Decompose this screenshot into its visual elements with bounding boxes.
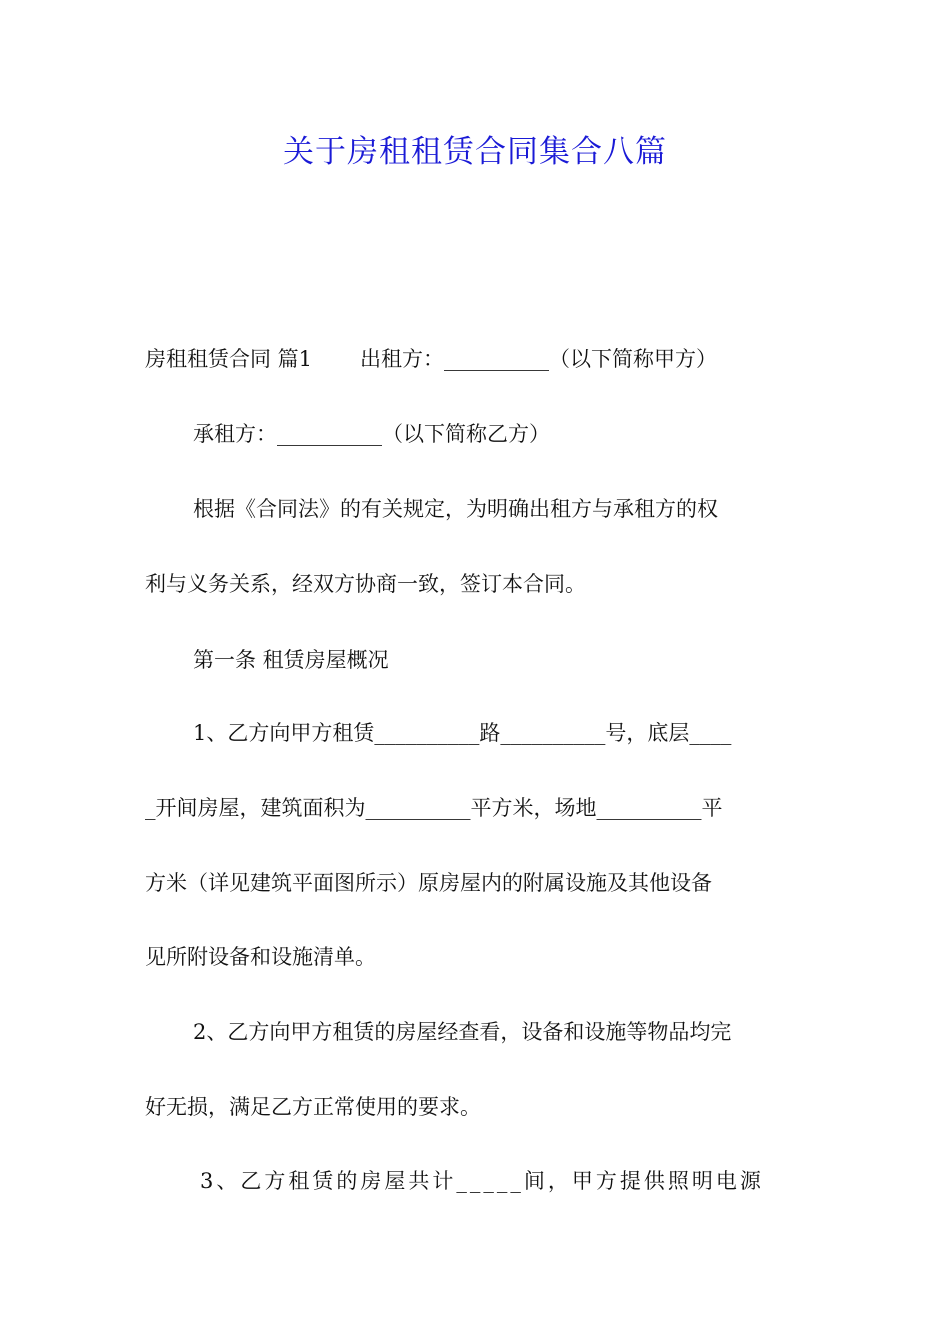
- paragraph-line: 好无损，满足乙方正常使用的要求。: [145, 1095, 481, 1119]
- paragraph-line: 利与义务关系，经双方协商一致，签订本合同。: [145, 572, 586, 596]
- paragraph-line: 1、乙方向甲方租赁__________路__________号，底层____: [193, 721, 732, 745]
- contract-heading: 房租租赁合同 篇1: [145, 347, 313, 371]
- document-title: 关于房租租赁合同集合八篇: [283, 134, 667, 170]
- paragraph-line: 2、乙方向甲方租赁的房屋经查看，设备和设施等物品均完: [193, 1020, 732, 1044]
- lessor-field: 出租方：__________（以下简称甲方）: [360, 347, 718, 371]
- paragraph-line: 根据《合同法》的有关规定，为明确出租方与承租方的权: [193, 497, 718, 521]
- article-heading: 第一条 租赁房屋概况: [193, 648, 389, 672]
- paragraph-line: 3、乙方租赁的房屋共计_____间，甲方提供照明电源: [200, 1169, 764, 1193]
- paragraph-line: 见所附设备和设施清单。: [145, 945, 376, 969]
- paragraph-line: _开间房屋，建筑面积为__________平方米，场地__________平: [145, 796, 723, 820]
- paragraph-line: 方米（详见建筑平面图所示）原房屋内的附属设施及其他设备: [145, 871, 712, 895]
- lessee-field: 承租方：__________（以下简称乙方）: [193, 422, 550, 446]
- contract-heading-line: [145, 344, 717, 374]
